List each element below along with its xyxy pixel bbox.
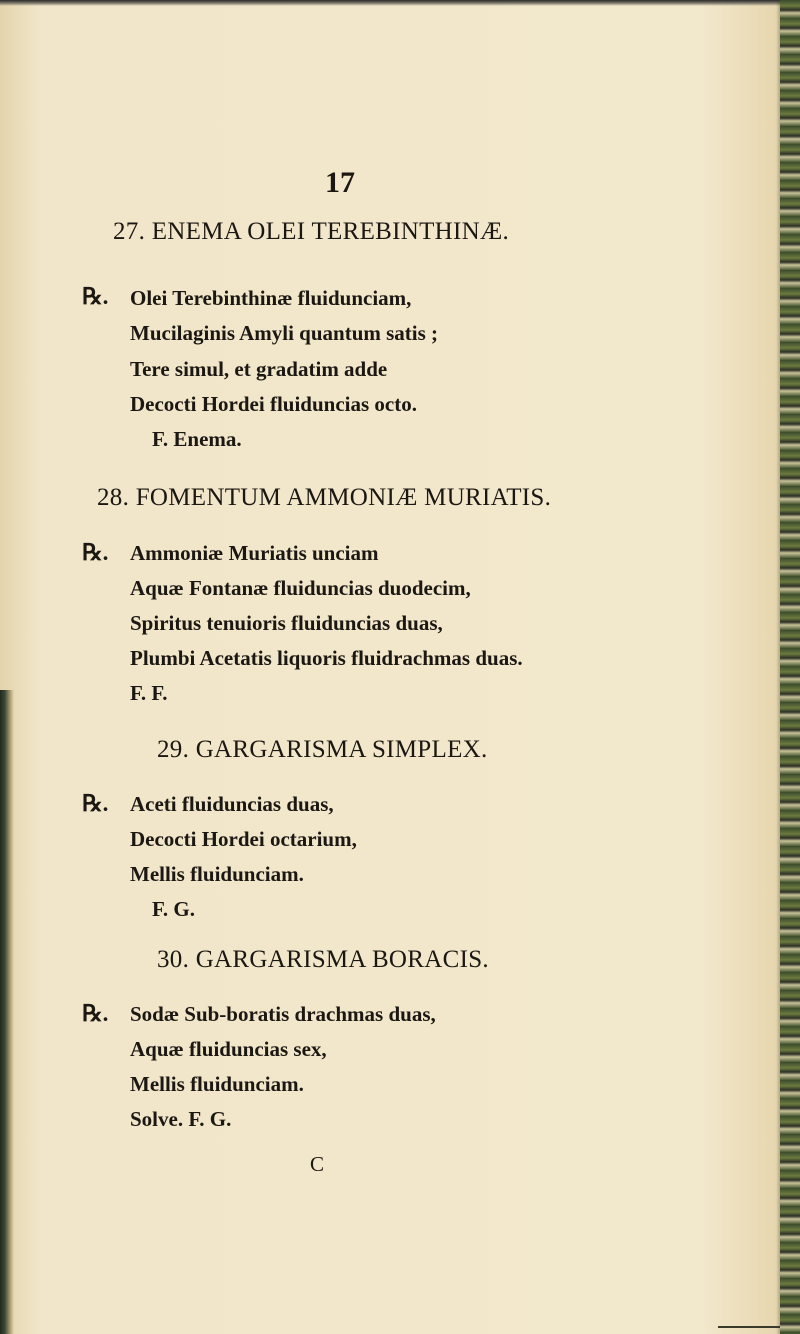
- signature-mark: C: [309, 1152, 324, 1176]
- page-top-shadow: [0, 0, 800, 6]
- ingredient-line: Mellis fluidunciam.: [130, 1072, 304, 1096]
- ingredient-line: Olei Terebinthinæ fluidunciam,: [130, 286, 412, 310]
- ingredient-line: Decocti Hordei fluiduncias octo.: [130, 392, 417, 416]
- bottom-edge-line: [718, 1326, 780, 1328]
- ingredient-line: Mellis fluidunciam.: [130, 862, 304, 886]
- instruction-line: F. G.: [152, 897, 195, 921]
- recipe-symbol: ℞.: [82, 1001, 109, 1026]
- ingredient-line: Tere simul, et gradatim adde: [130, 357, 388, 381]
- instruction-line: F. Enema.: [152, 427, 242, 451]
- ingredient-line: Decocti Hordei octarium,: [130, 827, 357, 851]
- ingredient-line: Plumbi Acetatis liquoris fluidrachmas duas.: [130, 646, 523, 670]
- ingredient-line: Mucilaginis Amyli quantum satis ;: [130, 321, 439, 345]
- recipe-heading: 30. GARGARISMA BORACIS.: [157, 946, 489, 973]
- ingredient-line: Aquæ fluiduncias sex,: [130, 1037, 327, 1061]
- recipe-symbol: ℞.: [82, 540, 109, 565]
- ingredient-line: Aquæ Fontanæ fluiduncias duodecim,: [130, 576, 471, 600]
- recipe-symbol: ℞.: [82, 284, 109, 309]
- page-number: 17: [325, 166, 355, 199]
- recipe-heading: 28. FOMENTUM AMMONIÆ MURIATIS.: [97, 484, 552, 511]
- ingredient-line: Ammoniæ Muriatis unciam: [130, 541, 379, 565]
- recipe-heading: 27. ENEMA OLEI TEREBINTHINÆ.: [113, 218, 510, 245]
- ingredient-line: Aceti fluiduncias duas,: [130, 792, 334, 816]
- ingredient-line: Sodæ Sub-boratis drachmas duas,: [130, 1002, 436, 1026]
- recipe-symbol: ℞.: [82, 791, 109, 816]
- right-page-edge: [780, 0, 800, 1334]
- instruction-line: Solve. F. G.: [130, 1107, 232, 1131]
- ingredient-line: Spiritus tenuioris fluiduncias duas,: [130, 611, 443, 635]
- left-page-edge: [0, 690, 14, 1334]
- recipe-heading: 29. GARGARISMA SIMPLEX.: [157, 736, 488, 763]
- instruction-line: F. F.: [130, 681, 168, 705]
